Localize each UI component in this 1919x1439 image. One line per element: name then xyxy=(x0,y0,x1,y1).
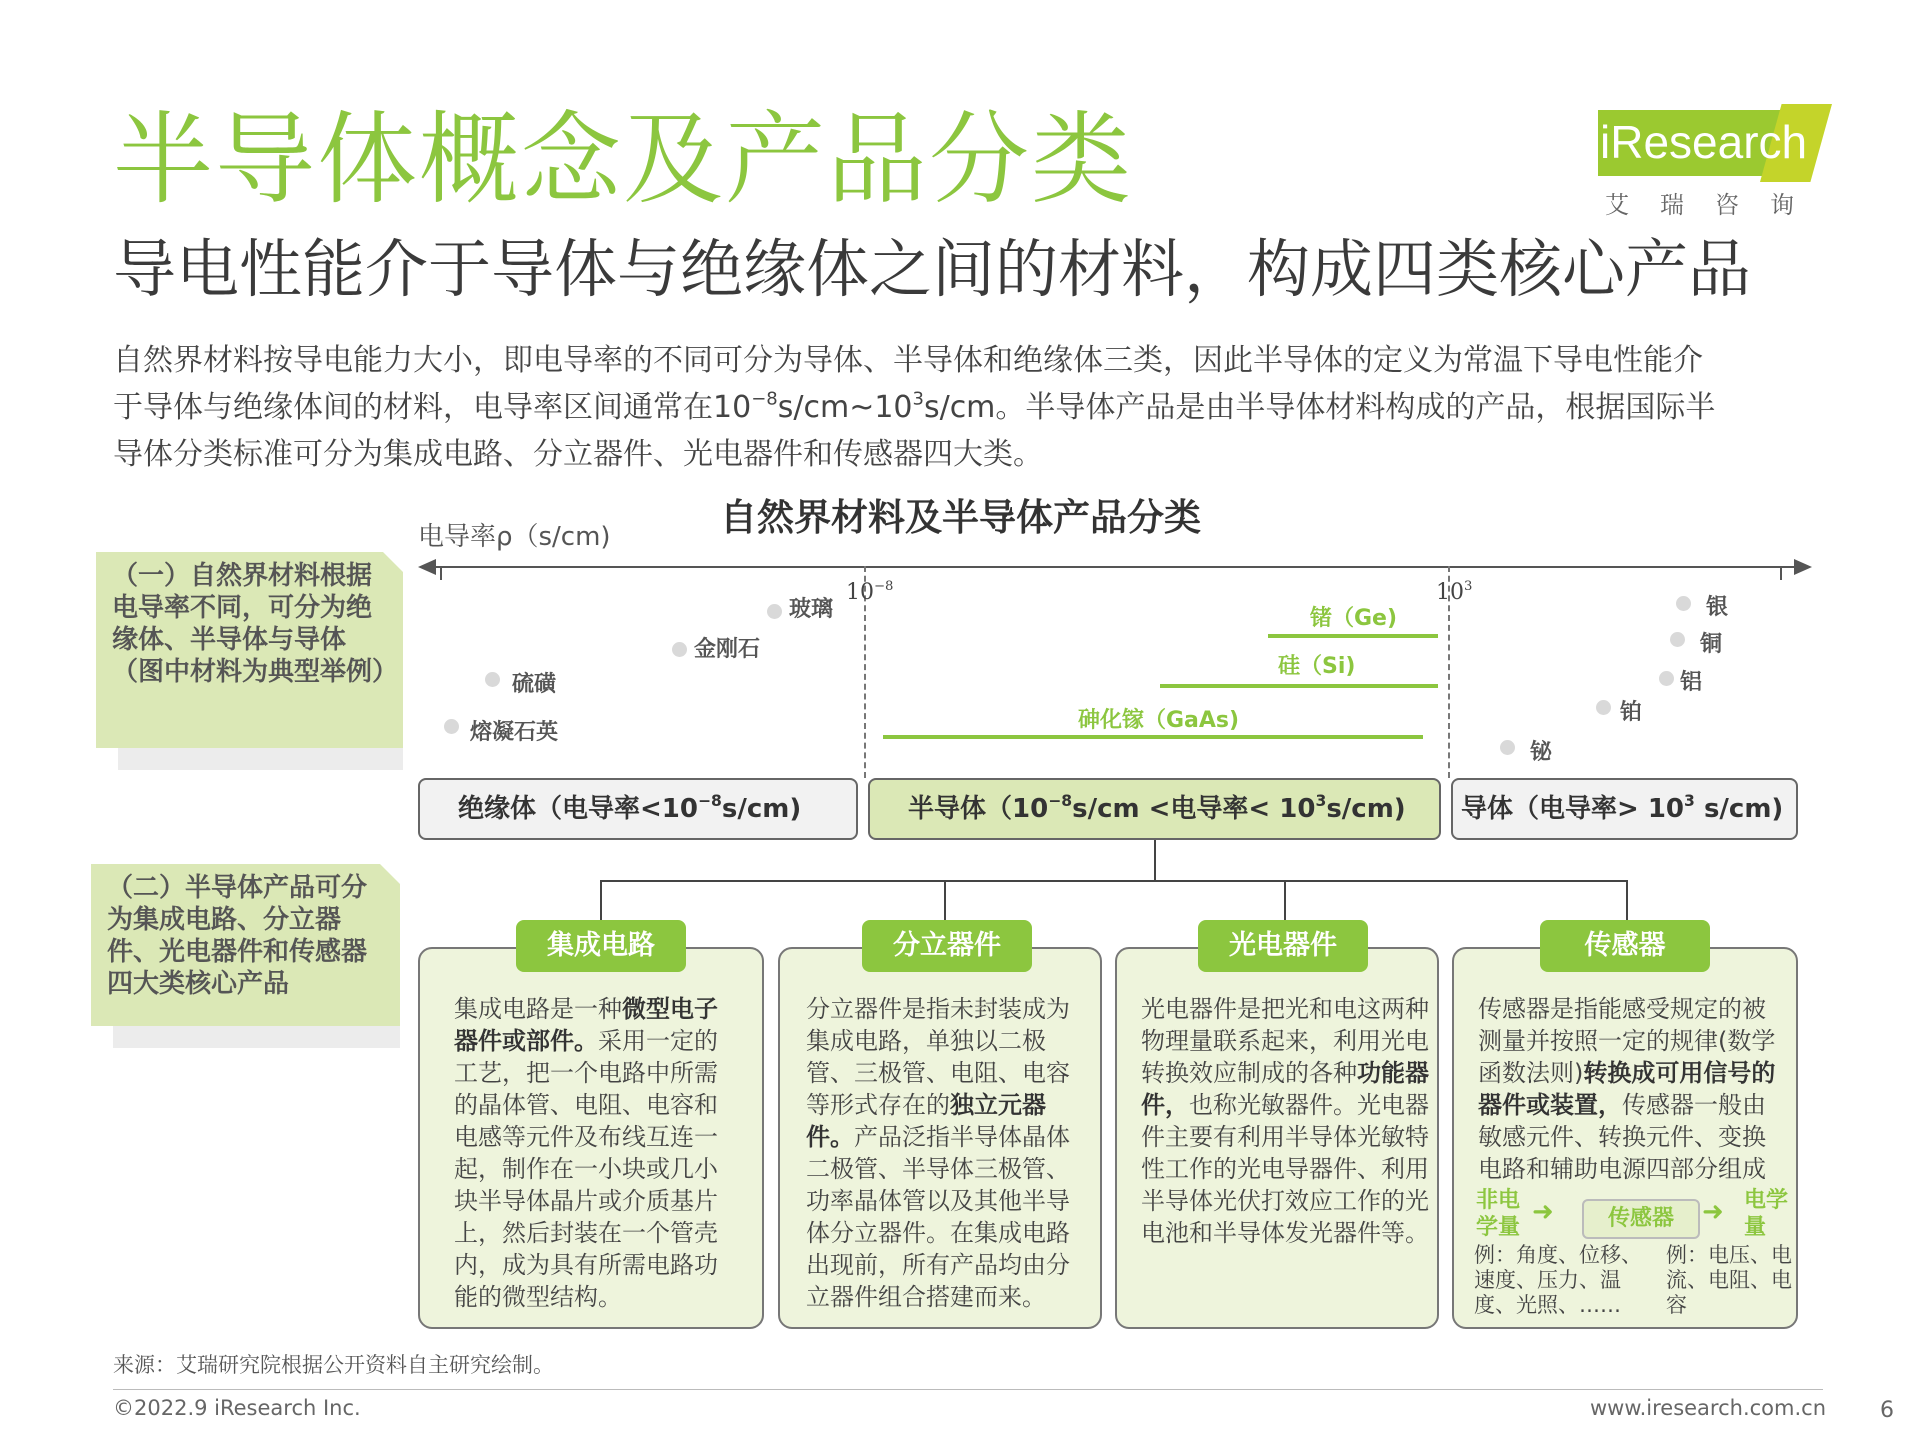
card-sensor-text: 传感器是指能感受规定的被测量并按照一定的规律(数学函数法则)转换成可用信号的器件或装置，传感器一般由敏感元件、转换元件、变换电路和辅助电源四部分组成 xyxy=(1478,995,1776,1183)
axis-label: 电导率ρ（s/cm) xyxy=(418,522,611,552)
material-dot xyxy=(485,672,500,687)
card-sensor-title: 传感器 xyxy=(1540,920,1710,972)
semi-label-si: 硅（Si) xyxy=(1278,654,1356,679)
intro-paragraph xyxy=(113,337,1833,478)
material-dot xyxy=(1676,596,1691,611)
source-note: 来源：艾瑞研究院根据公开资料自主研究绘制。 xyxy=(113,1353,554,1377)
material-silver: 银 xyxy=(1706,595,1729,620)
category-insulator: 绝缘体（电导率$<10^{-8}s/cm$) xyxy=(418,778,858,840)
page-number: 6 xyxy=(1880,1398,1894,1423)
intro-line-3: 导体分类标准可分为集成电路、分立器件、光电器件和传感器四大类。 xyxy=(113,437,1043,472)
conductivity-axis xyxy=(424,566,1794,568)
axis-tick xyxy=(1780,566,1782,580)
material-dot xyxy=(1596,700,1611,715)
material-glass: 玻璃 xyxy=(789,597,834,622)
card-discrete-text: 分立器件是指未封装成为集成电路，单独以二极管、三极管、电阻、电容等形式存在的独立元器件。产品泛指半导体晶体二极管、半导体三极管、功率晶体管以及其他半导体分立器件。在集成电路出现前，所有产品均由分立器件组合搭建而来。 xyxy=(806,995,1070,1311)
tree-connector xyxy=(1154,840,1156,880)
material-dot xyxy=(1670,632,1685,647)
tick-label-high: $10^3$ xyxy=(1436,578,1473,605)
material-bismuth: 铋 xyxy=(1530,740,1553,765)
page-subtitle: 导电性能介于导体与绝缘体之间的材料，构成四类核心产品 xyxy=(113,233,1751,306)
flow-sensor-box: 传感器 xyxy=(1582,1199,1700,1239)
semi-range-ge xyxy=(1268,634,1438,638)
axis-arrow-right-icon xyxy=(1794,559,1812,575)
footer-divider xyxy=(113,1389,1823,1390)
semi-label-gaas: 砷化镓（GaAs) xyxy=(1078,708,1240,733)
material-diamond: 金刚石 xyxy=(694,637,761,662)
logo-subtitle: 艾瑞咨询 xyxy=(1605,191,1825,219)
copyright: ©2022.9 iResearch Inc. xyxy=(113,1396,361,1420)
card-integrated-circuit xyxy=(418,947,764,1329)
axis-tick xyxy=(440,566,442,580)
side-note-corner xyxy=(383,552,403,572)
semi-range-gaas xyxy=(883,735,1423,739)
category-conductor: 导体（电导率> $10^3$ s/cm) xyxy=(1451,778,1798,840)
material-dot xyxy=(767,604,782,619)
side-note-materials: （一）自然界材料根据电导率不同，可分为绝缘体、半导体与导体（图中材料为典型举例） xyxy=(96,552,403,748)
page-title: 半导体概念及产品分类 xyxy=(113,101,1133,218)
card-ic-title: 集成电路 xyxy=(516,920,686,972)
flow-input-label: 非电学量 xyxy=(1476,1188,1521,1240)
card-discrete-device xyxy=(778,947,1102,1329)
intro-line-2: 于导体与绝缘体间的材料，电导率区间通常在$10^{-8}s/cm\sim 10^3s/cm$。半导体产品是由半导体材料构成的产品，根据国际半 xyxy=(113,388,1716,425)
tree-connector xyxy=(600,880,1626,882)
intro-line-1: 自然界材料按导电能力大小，即电导率的不同可分为导体、半导体和绝缘体三类，因此半导体的定义为常温下导电性能介 xyxy=(113,343,1703,378)
card-optoelectronic xyxy=(1115,947,1439,1329)
material-platinum: 铂 xyxy=(1620,700,1643,725)
tree-connector xyxy=(944,880,946,920)
flow-arrow-icon: ➜ xyxy=(1702,1197,1724,1227)
tree-connector xyxy=(1284,880,1286,920)
card-opto-title: 光电器件 xyxy=(1198,920,1368,972)
chart-title: 自然界材料及半导体产品分类 xyxy=(720,496,1201,539)
material-copper: 铜 xyxy=(1700,632,1723,657)
flow-output-examples: 例：电压、电流、电阻、电容 xyxy=(1666,1243,1792,1317)
material-sulfur: 硫磺 xyxy=(512,672,557,697)
card-discrete-title: 分立器件 xyxy=(862,920,1032,972)
category-semiconductor: 半导体（$10^{-8}s/cm$ <电导率< $10^3s/cm$) xyxy=(868,778,1441,840)
semi-range-si xyxy=(1160,684,1438,688)
tree-connector xyxy=(600,880,602,920)
tick-label-low: $10^{-8}$ xyxy=(846,578,894,605)
website-link[interactable]: www.iresearch.com.cn xyxy=(1590,1396,1827,1420)
material-dot xyxy=(672,642,687,657)
material-dot xyxy=(444,719,459,734)
material-dot xyxy=(1500,740,1515,755)
flow-arrow-icon: ➜ xyxy=(1532,1197,1554,1227)
card-opto-text: 光电器件是把光和电这两种物理量联系起来，利用光电转换效应制成的各种功能器件，也称光敏器件。光电器件主要有利用半导体光敏特性工作的光电导器件、利用半导体光伏打效应工作的光电池和半导体发光器件等。 xyxy=(1141,995,1429,1247)
card-ic-text: 集成电路是一种微型电子器件或部件。采用一定的工艺，把一个电路中所需的晶体管、电阻、电容和电感等元件及布线互连一起，制作在一小块或几小块半导体晶片或介质基片上，然后封装在一个管壳内，成为具有所需电路功能的微型结构。 xyxy=(454,995,718,1311)
material-aluminum: 铝 xyxy=(1680,670,1703,695)
flow-output-label: 电学量 xyxy=(1744,1188,1789,1240)
material-fused-quartz: 熔凝石英 xyxy=(470,720,559,745)
material-dot xyxy=(1659,671,1674,686)
side-note-products: （二）半导体产品可分为集成电路、分立器件、光电器件和传感器四大类核心产品 xyxy=(91,864,400,1026)
flow-input-examples: 例：角度、位移、速度、压力、温度、光照、…… xyxy=(1474,1243,1642,1317)
side-note-corner xyxy=(380,864,400,884)
logo: iResearch xyxy=(1600,116,1808,168)
tree-connector xyxy=(1626,880,1628,920)
card-sensor xyxy=(1452,947,1798,1329)
semi-label-ge: 锗（Ge) xyxy=(1310,606,1398,631)
